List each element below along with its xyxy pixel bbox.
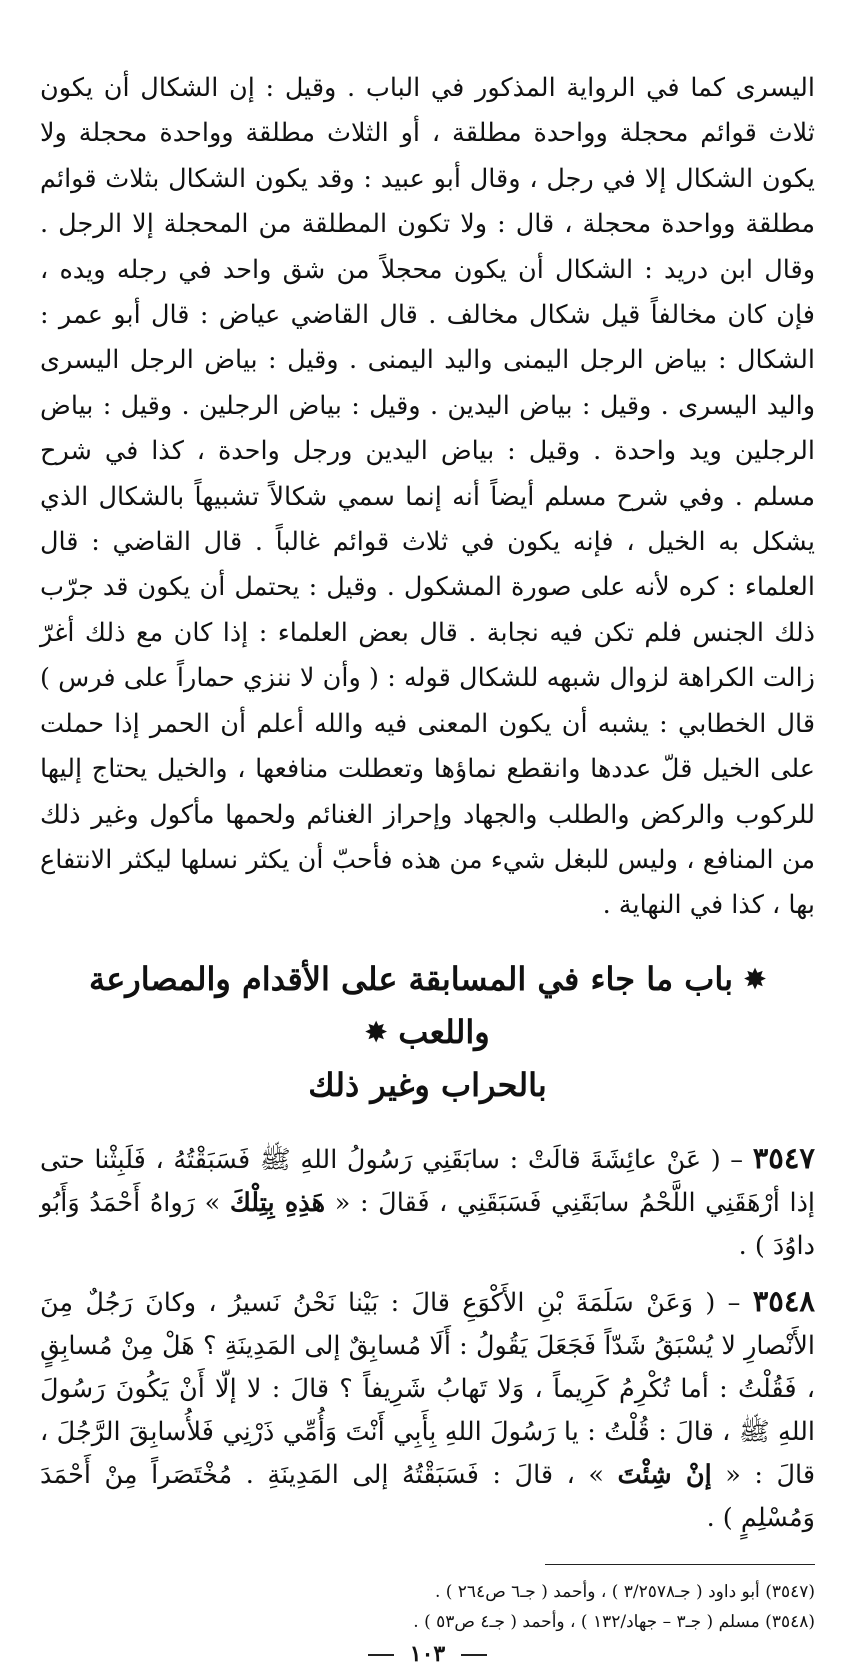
hadith-quote: إنْ شِئْتَ bbox=[617, 1459, 712, 1490]
page-number-text: ١٠٣ bbox=[409, 1640, 446, 1667]
intro-line: اليسرى كما في الرواية المذكور في الباب . وقيل : إن الشكال أن يكون ثلاث قوائم محجلة bbox=[40, 73, 815, 149]
hadith-text: » ، قالَ : فَسَبَقْتُهُ إلى المَدِينَةِ . مُخْتَصَراً مِنْ أَحْمَدَ وَمُسْلِمٍ ) . bbox=[40, 1459, 815, 1533]
hadith-text: ( وَعَنْ سَلَمَةَ بْنِ الأَكْوَعِ قالَ : بَيْنا نَحْنُ نَسيرُ ، وكانَ رَجُلٌ مِنَ الأَنْصارِ لا يُسْبَقُ شَدّاً فَجَعَلَ يَقُولُ : أَلَا مُسابِقٌ إلى المَدِينَةِ ؟ هَلْ مِنْ مُسابِقٍ ، فَقُلْتُ : أما تُكْرِمُ كَرِيماً ، وَلا تَهابُ شَرِيفاً ؟ قالَ : لا إلّا أَنْ يَكُونَ رَسُولَ اللهِ ﷺ ، قالَ : قُلْتُ : يا رَسُولَ اللهِ بِأَبِي أَنْتَ وَأُمِّي ذَرْنِي فَلأُسابِقَ الرَّجُلَ ، قالَ : « bbox=[40, 1287, 816, 1490]
footnote: (٣٥٤٨) مسلم ( جـ٣ – جهاد/١٣٢ ) ، وأحمد ( جـ٤ ص٥٣ ) . bbox=[413, 1611, 815, 1632]
intro-line: ذلك من المنافع ، وليس للبغل شيء من هذه فأحبّ أن يكثر نسلها ليكثر الانتفاع بها ، bbox=[40, 799, 815, 921]
intro-paragraph bbox=[40, 66, 815, 929]
intro-line: شبهه للشكال قوله : ( وأن لا ننزي حماراً على فرس ) قال الخطابي : يشبه أن يكون المعنى bbox=[40, 663, 816, 739]
intro-line: من المحجلة إلا الرجل . وقال ابن دريد : الشكال أن يكون محجلاً من شق واحد في رجله bbox=[40, 209, 816, 285]
page-number-dash bbox=[368, 1654, 394, 1656]
page-content bbox=[40, 66, 815, 1667]
intro-line: بياض اليدين . وقيل : بياض الرجلين . وقيل : بياض الرجلين ويد واحدة . وقيل : بياض bbox=[40, 390, 816, 467]
chapter-title: باب ما جاء في المسابقة على الأقدام والمصارعة واللعب bbox=[89, 959, 734, 1051]
intro-line: فيه والله أعلم أن الحمر إذا حملت على الخيل قلّ عددها وانقطع نماؤها وتعطلت منافعها ، bbox=[40, 708, 815, 785]
star-ornament-icon: ✸ bbox=[365, 1017, 388, 1048]
intro-line: اليدين ورجل واحدة ، كذا في شرح مسلم . وفي شرح مسلم أيضاً أنه إنما سمي شكالاً bbox=[40, 436, 815, 512]
hadith-text: » رَواهُ أَحْمَدُ وَأَبُو داوُدَ ) . bbox=[40, 1187, 815, 1261]
page-number bbox=[40, 1641, 815, 1667]
intro-line: قال العلماء : كره لأنه على صورة المشكول . وقيل : يحتمل أن يكون قد جرّب ذلك bbox=[40, 527, 816, 648]
intro-line: الجنس فلم تكن فيه نجابة . قال بعض العلماء : إذا كان مع ذلك أغرّ زالت الكراهة لزوال bbox=[40, 617, 815, 694]
hadith-number: ٣٥٤٧ bbox=[752, 1140, 815, 1175]
chapter-heading-line-1 bbox=[40, 953, 815, 1059]
intro-line: والخيل يحتاج إليها للركوب والركض والطلب والجهاد وإحراز الغنائم ولحمها مأكول وغير bbox=[40, 754, 816, 830]
intro-line: كذا في النهاية . bbox=[602, 890, 764, 921]
hadith-quote: هَذِهِ بِتِلْكَ bbox=[229, 1187, 326, 1218]
hadith-3547 bbox=[40, 1137, 815, 1268]
chapter-heading bbox=[40, 953, 815, 1111]
intro-line: وواحدة مطلقة ، أو الثلاث مطلقة وواحدة محجلة ولا يكون الشكال إلا في رجل ، وقال bbox=[40, 118, 816, 194]
hadith-dash: – bbox=[730, 1144, 744, 1175]
page-number-dash bbox=[461, 1654, 487, 1656]
hadith-dash: – bbox=[727, 1287, 741, 1318]
footnote-divider bbox=[545, 1564, 815, 1565]
chapter-heading-line-2: بالحراب وغير ذلك bbox=[308, 1065, 547, 1104]
hadith-text: ( عَنْ عائِشَةَ قالَتْ : سابَقَنِي رَسُولُ اللهِ ﷺ فَسَبَقْتُهُ ، فَلَبِثْنا حتى إذا أرْهَقَنِي اللَّحْمُ سابَقَنِي فَسَبَقَنِي ، فَقالَ : « bbox=[40, 1144, 816, 1218]
intro-line: بياض الرجل اليمنى واليد اليمنى . وقيل : بياض الرجل اليسرى واليد اليسرى . وقيل : bbox=[40, 345, 816, 421]
intro-line: أبو عبيد : وقد يكون الشكال بثلاث قوائم مطلقة وواحدة محجلة ، قال : ولا تكون المطلقة bbox=[40, 163, 816, 240]
hadith-number: ٣٥٤٨ bbox=[752, 1283, 815, 1318]
intro-line: تشبيهاً بالشكال الذي يشكل به الخيل ، فإنه يكون في ثلاث قوائم غالباً . قال القاضي : bbox=[40, 481, 815, 558]
star-ornament-icon: ✸ bbox=[744, 964, 766, 995]
hadith-3548 bbox=[40, 1280, 815, 1540]
footnote: (٣٥٤٧) أبو داود ( جـ٣/٢٥٧٨ ) ، وأحمد ( جـ٦ ص٢٦٤ ) . bbox=[434, 1581, 815, 1602]
intro-line: ويده ، فإن كان مخالفاً قيل شكال مخالف . قال القاضي عياض : قال أبو عمر : الشكال : bbox=[40, 254, 815, 376]
